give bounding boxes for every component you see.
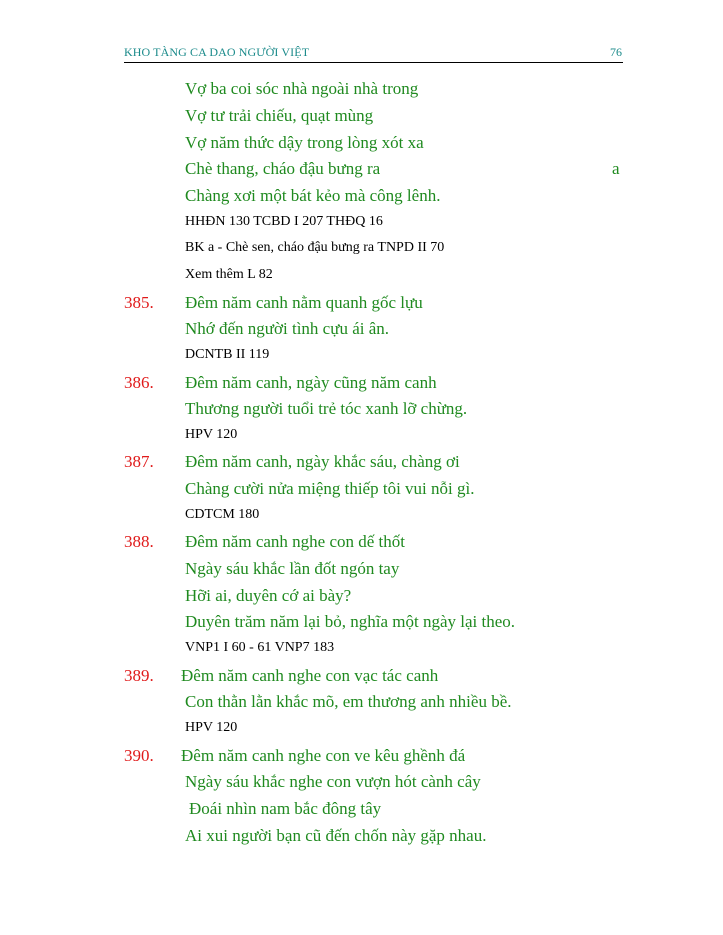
verse-line: Nhớ đến người tình cựu ái ân. bbox=[185, 319, 390, 338]
verse-number: 388. bbox=[124, 532, 154, 551]
verse-line: Đoái nhìn nam bắc đông tây bbox=[189, 799, 382, 818]
verse-line: Hỡi ai, duyên cớ ai bày? bbox=[185, 586, 352, 605]
source-note: HHĐN 130 TCBD I 207 THĐQ 16 bbox=[185, 214, 383, 229]
page-number: 76 bbox=[610, 45, 622, 59]
verse-line: Chàng xơi một bát kẻo mà công lênh. bbox=[185, 186, 441, 205]
verse-number: 390. bbox=[124, 746, 154, 765]
verse-line: Con thằn lằn khắc mõ, em thương anh nhiều bề. bbox=[185, 692, 512, 711]
verse-number: 386. bbox=[124, 373, 154, 392]
verse-line: Ngày sáu khắc lần đốt ngón tay bbox=[185, 559, 400, 578]
verse-line: Ai xui người bạn cũ đến chốn này gặp nhau. bbox=[185, 826, 487, 845]
page-header bbox=[124, 44, 623, 63]
verse-line: Đêm năm canh, ngày cũng năm canh bbox=[185, 373, 437, 392]
verse-number: 389. bbox=[124, 666, 154, 685]
verse-line: Đêm năm canh nghe con dế thốt bbox=[185, 532, 405, 551]
verse-line: Duyên trăm năm lại bỏ, nghĩa một ngày lại theo. bbox=[185, 612, 516, 631]
verse-line: Chàng cười nửa miệng thiếp tôi vui nỗi gì. bbox=[185, 479, 475, 498]
verse-line: Đêm năm canh nằm quanh gốc lựu bbox=[185, 293, 423, 312]
running-title: KHO TÀNG CA DAO NGƯỜI VIỆT bbox=[124, 45, 310, 59]
verse-line: Chè thang, cháo đậu bưng ra bbox=[185, 159, 381, 178]
source-note: DCNTB II 119 bbox=[185, 347, 270, 362]
variant-marker: a bbox=[612, 159, 620, 178]
source-note: Xem thêm L 82 bbox=[185, 267, 273, 282]
source-note: HPV 120 bbox=[185, 427, 238, 442]
verse-line: Vợ năm thức dậy trong lòng xót xa bbox=[185, 133, 424, 152]
verse-line: Vợ ba coi sóc nhà ngoài nhà trong bbox=[185, 79, 419, 98]
verse-line: Thương người tuổi trẻ tóc xanh lỡ chừng. bbox=[185, 399, 468, 418]
source-note: HPV 120 bbox=[185, 720, 238, 735]
source-note: BK a - Chè sen, cháo đậu bưng ra TNPD II 70 bbox=[185, 240, 445, 255]
verse-number: 387. bbox=[124, 452, 154, 471]
verse-line: Đêm năm canh nghe con ve kêu ghềnh đá bbox=[181, 746, 466, 765]
source-note: CDTCM 180 bbox=[185, 507, 260, 522]
verse-line: Đêm năm canh, ngày khắc sáu, chàng ơi bbox=[185, 452, 460, 471]
verse-line: Ngày sáu khắc nghe con vượn hót cành cây bbox=[185, 772, 481, 791]
verse-line: Vợ tư trải chiếu, quạt mùng bbox=[185, 106, 374, 125]
source-note: VNP1 I 60 - 61 VNP7 183 bbox=[185, 640, 335, 655]
verse-line: Đêm năm canh nghe con vạc tác canh bbox=[181, 666, 439, 685]
verse-number: 385. bbox=[124, 293, 154, 312]
